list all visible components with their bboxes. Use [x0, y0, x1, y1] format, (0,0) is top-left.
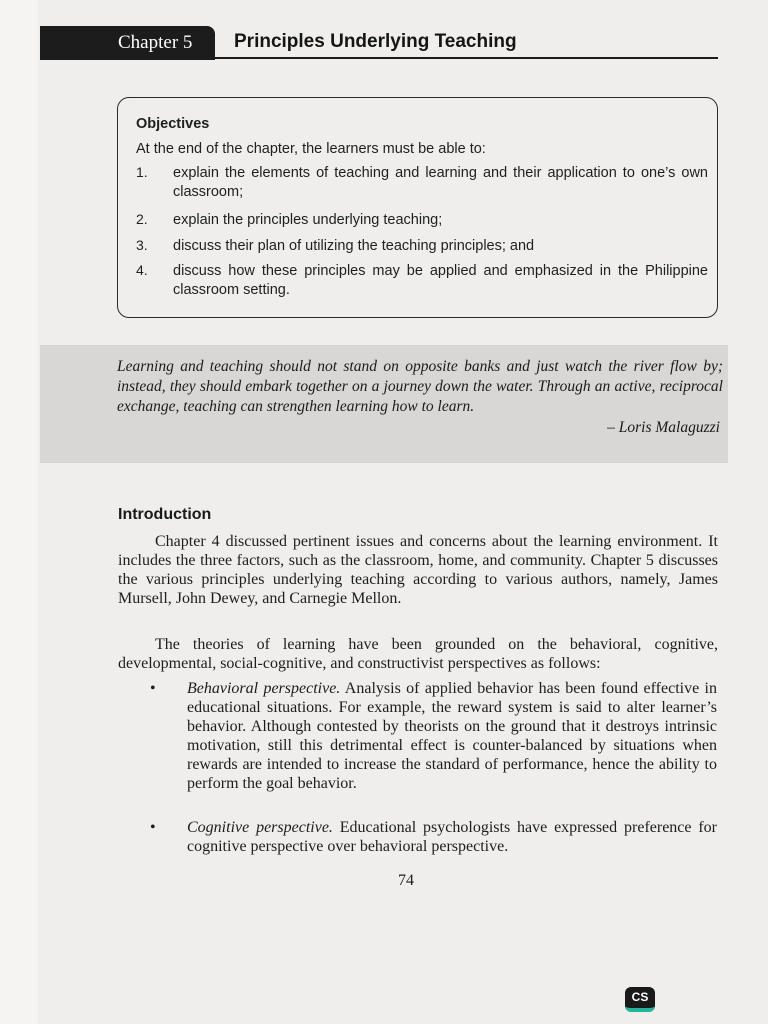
- bullet-term: Behavioral perspective.: [187, 680, 341, 697]
- objectives-box: [117, 97, 718, 318]
- bullet-body: Analysis of applied behavior has been found effective in educational situations. For example, the reward system is said to alter learner’s behavior. Although contested by theorists on the ground that it destroys intrinsic motivation, still this detrimental effect is counter-balanced by situations when rewards are intended to increase the standard of performance, hence the ability to perform the goal behavior.: [187, 680, 718, 792]
- quote-band: [40, 345, 728, 463]
- page-number: 74: [398, 872, 414, 889]
- chapter-label: Chapter 5: [40, 26, 215, 60]
- quote-text: Learning and teaching should not stand on opposite banks and just watch the river flow by; instead, they should embark together on a journey down the water. Through an active, reciprocal exchange, teaching can strengthen learning how to learn.: [117, 358, 723, 415]
- page-margin: [0, 0, 38, 1024]
- bullet-term: Cognitive perspective.: [187, 819, 333, 836]
- objectives-intro: At the end of the chapter, the learners must be able to:: [136, 141, 486, 157]
- bullet-text: [187, 818, 717, 856]
- objective-number: 4.: [136, 262, 148, 278]
- objective-number: 2.: [136, 211, 148, 227]
- bullet-text: [187, 679, 717, 793]
- objective-text: explain the elements of teaching and learning and their application to one’s own classroom;: [173, 165, 708, 200]
- chapter-title: Principles Underlying Teaching: [234, 31, 517, 52]
- section-heading: Introduction: [118, 506, 212, 523]
- body-paragraph: The theories of learning have been grounded on the behavioral, cognitive, developmental, social-cognitive, and constructivist perspectives as follows:: [118, 636, 718, 672]
- body-paragraph: Chapter 4 discussed pertinent issues and concerns about the learning environment. It includes the three factors, such as the classroom, home, and community. Chapter 5 discusses the various principles underlying teaching according to various authors, namely, James Mursell, John Dewey, and Carnegie Mellon.: [118, 533, 718, 607]
- bullet-dot: •: [150, 819, 156, 836]
- objective-number: 3.: [136, 237, 148, 253]
- objective-text: discuss their plan of utilizing the teaching principles; and: [173, 238, 535, 254]
- objective-number: 1.: [136, 164, 148, 180]
- objective-text: explain the principles underlying teaching;: [173, 212, 443, 228]
- header-rule: [215, 57, 718, 59]
- objectives-heading: Objectives: [136, 116, 210, 132]
- objective-text: discuss how these principles may be applied and emphasized in the Philippine classroom setting.: [173, 263, 708, 298]
- bullet-body: Educational psychologists have expressed preference for cognitive perspective over behavioral perspective.: [187, 819, 718, 855]
- quote-author: – Loris Malaguzzi: [607, 419, 720, 436]
- bullet-dot: •: [150, 680, 156, 697]
- camscanner-badge: CS: [625, 987, 655, 1012]
